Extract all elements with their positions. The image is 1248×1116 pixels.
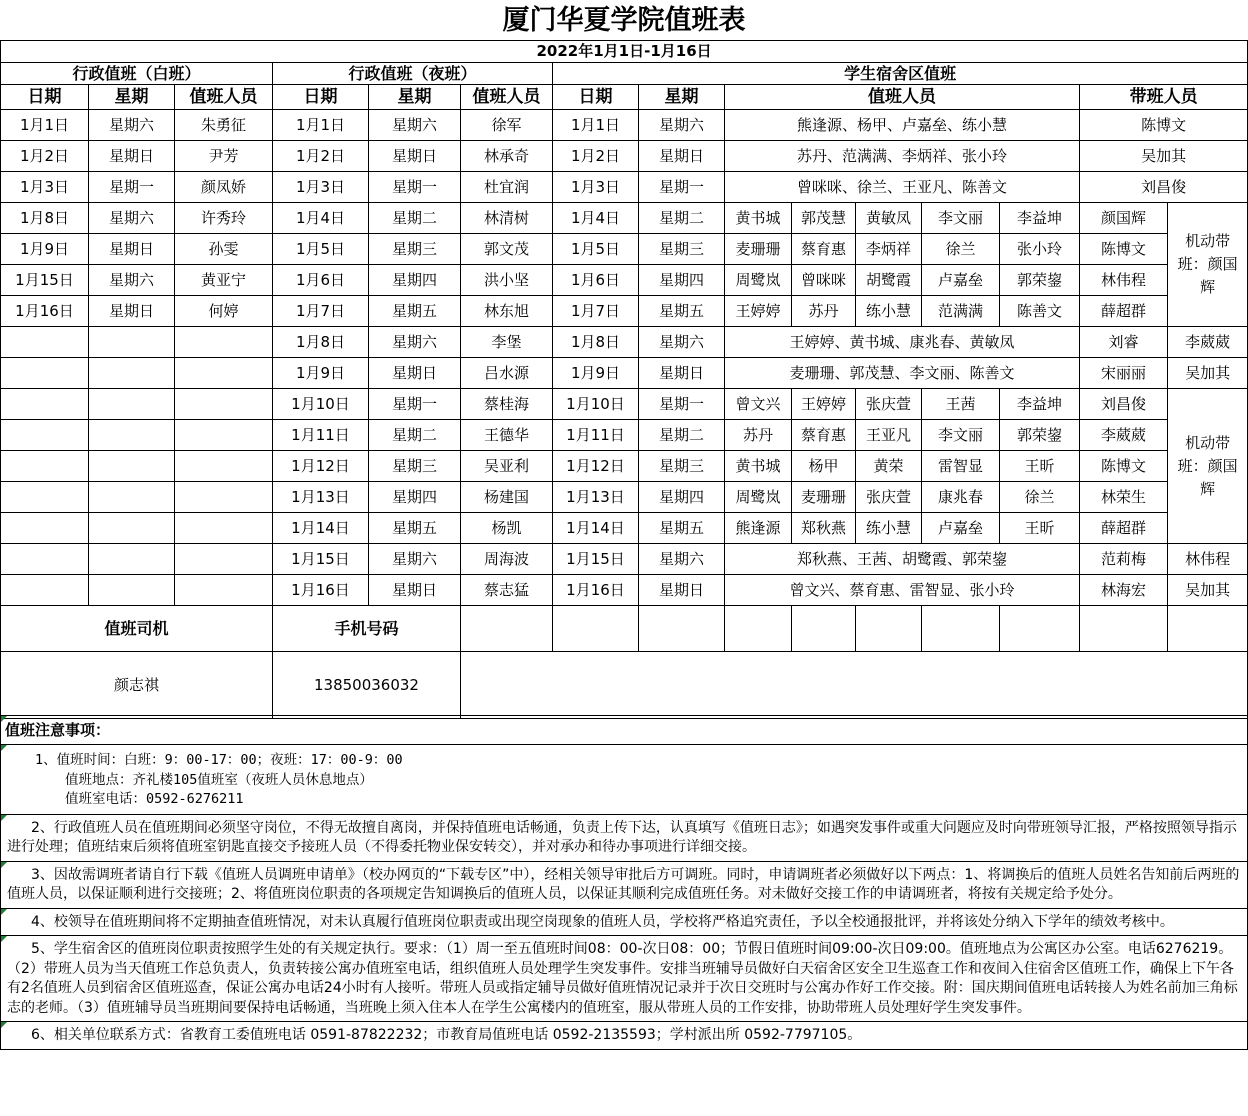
table-row <box>1 296 1248 327</box>
col-header-leader: 带班人员 <box>1080 85 1248 110</box>
dorm-staff-cell: 陈善文 <box>1000 296 1080 327</box>
night-date-cell: 1月2日 <box>273 141 369 172</box>
empty-cell <box>725 606 792 652</box>
night-date-cell: 1月16日 <box>273 575 369 606</box>
dorm-week-cell: 星期一 <box>639 389 725 420</box>
note-4: 4、校领导在值班期间将不定期抽查值班情况，对未认真履行值班岗位职责或出现空岗现象的值班人员，学校将严格追究责任，予以全校通报批评，并将该处分纳入下学年的绩效考核中。 <box>0 909 1248 937</box>
dorm-leader-cell: 陈博文 <box>1080 110 1248 141</box>
dorm-leader-cell: 林伟程 <box>1080 265 1168 296</box>
day-staff-cell: 颜凤娇 <box>175 172 273 203</box>
dorm-staff-cell: 张庆萱 <box>856 482 922 513</box>
dorm-week-cell: 星期六 <box>639 544 725 575</box>
dorm-staff-cell: 李益坤 <box>1000 389 1080 420</box>
dorm-date-cell: 1月11日 <box>553 420 639 451</box>
dorm-staff-cell: 胡鹭霞 <box>856 265 922 296</box>
dorm-date-cell: 1月4日 <box>553 203 639 234</box>
empty-cell <box>639 606 725 652</box>
day-date-cell: 1月1日 <box>1 110 89 141</box>
dorm-staff-cell: 熊逢源、杨甲、卢嘉垒、练小慧 <box>725 110 1080 141</box>
duty-table <box>0 40 1248 719</box>
dorm-staff-cell: 郑秋燕、王茜、胡鹭霞、郭荣鋆 <box>725 544 1080 575</box>
table-row <box>1 141 1248 172</box>
night-staff-cell: 吴亚利 <box>461 451 553 482</box>
dorm-date-cell: 1月5日 <box>553 234 639 265</box>
night-staff-cell: 杜宜润 <box>461 172 553 203</box>
col-header-week: 星期 <box>639 85 725 110</box>
col-header-staff: 值班人员 <box>725 85 1080 110</box>
dorm-staff-cell: 黄荣 <box>856 451 922 482</box>
table-row <box>1 203 1248 234</box>
day-week-cell: 星期六 <box>89 110 175 141</box>
dorm-week-cell: 星期二 <box>639 203 725 234</box>
night-date-cell: 1月11日 <box>273 420 369 451</box>
dorm-staff-cell: 杨甲 <box>792 451 856 482</box>
night-staff-cell: 林承奇 <box>461 141 553 172</box>
table-row <box>1 327 1248 358</box>
night-week-cell: 星期六 <box>369 544 461 575</box>
dorm-week-cell: 星期二 <box>639 420 725 451</box>
dorm-staff-cell: 李文丽 <box>922 203 1000 234</box>
empty-cell <box>89 389 175 420</box>
driver-label: 值班司机 <box>1 606 273 652</box>
driver-name: 颜志祺 <box>1 652 273 719</box>
dorm-leader-cell: 颜国辉 <box>1080 203 1168 234</box>
table-row <box>1 420 1248 451</box>
col-header-staff: 值班人员 <box>175 85 273 110</box>
night-staff-cell: 洪小坚 <box>461 265 553 296</box>
dorm-leader-cell: 林荣生 <box>1080 482 1168 513</box>
dorm-staff-cell: 张庆萱 <box>856 389 922 420</box>
night-week-cell: 星期四 <box>369 265 461 296</box>
empty-cell <box>89 482 175 513</box>
night-staff-cell: 林东旭 <box>461 296 553 327</box>
dorm-staff-cell: 练小慧 <box>856 296 922 327</box>
col-header-date: 日期 <box>273 85 369 110</box>
section-admin-day: 行政值班（白班） <box>1 63 273 85</box>
dorm-staff-cell: 麦珊珊 <box>725 234 792 265</box>
dorm-leader-cell: 刘睿 <box>1080 327 1168 358</box>
dorm-date-cell: 1月2日 <box>553 141 639 172</box>
dorm-date-cell: 1月3日 <box>553 172 639 203</box>
dorm-staff-cell: 王婷婷 <box>792 389 856 420</box>
dorm-staff-cell: 熊逢源 <box>725 513 792 544</box>
table-row <box>1 172 1248 203</box>
notes-title: 值班注意事项： <box>0 715 1248 745</box>
driver-value-row <box>1 652 1248 719</box>
dorm-staff-cell: 周鹭岚 <box>725 265 792 296</box>
dorm-date-cell: 1月14日 <box>553 513 639 544</box>
empty-cell <box>1 389 89 420</box>
dorm-staff-cell: 苏丹、范满满、李炳祥、张小玲 <box>725 141 1080 172</box>
dorm-leader-cell: 范莉梅 <box>1080 544 1168 575</box>
table-row <box>1 234 1248 265</box>
day-date-cell: 1月2日 <box>1 141 89 172</box>
dorm-week-cell: 星期四 <box>639 265 725 296</box>
dorm-staff-cell: 王昕 <box>1000 451 1080 482</box>
day-staff-cell: 尹芳 <box>175 141 273 172</box>
empty-cell <box>553 606 639 652</box>
night-date-cell: 1月8日 <box>273 327 369 358</box>
dorm-week-cell: 星期日 <box>639 358 725 389</box>
night-week-cell: 星期一 <box>369 172 461 203</box>
day-week-cell: 星期六 <box>89 265 175 296</box>
night-date-cell: 1月13日 <box>273 482 369 513</box>
driver-header-row <box>1 606 1248 652</box>
night-staff-cell: 蔡志猛 <box>461 575 553 606</box>
dorm-date-cell: 1月15日 <box>553 544 639 575</box>
night-date-cell: 1月3日 <box>273 172 369 203</box>
dorm-staff-cell: 曾文兴 <box>725 389 792 420</box>
night-staff-cell: 吕水源 <box>461 358 553 389</box>
day-date-cell: 1月16日 <box>1 296 89 327</box>
dorm-staff-cell: 郭荣鋆 <box>1000 265 1080 296</box>
night-staff-cell: 李堡 <box>461 327 553 358</box>
empty-cell <box>175 327 273 358</box>
dorm-staff-cell: 黄敏凤 <box>856 203 922 234</box>
dorm-staff-cell: 苏丹 <box>725 420 792 451</box>
dorm-week-cell: 星期三 <box>639 234 725 265</box>
night-week-cell: 星期六 <box>369 327 461 358</box>
dorm-leader-cell: 林海宏 <box>1080 575 1168 606</box>
dorm-staff-cell: 苏丹 <box>792 296 856 327</box>
dorm-staff-cell: 练小慧 <box>856 513 922 544</box>
dorm-leader-cell: 薛超群 <box>1080 296 1168 327</box>
note-5: 5、学生宿舍区的值班岗位职责按照学生处的有关规定执行。要求：（1）周一至五值班时间08：00-次日08：00；节假日值班时间09:00-次日09:00。值班地点为公寓区办公室。电话6276219。（2）带班人员为当天值班工作总负责人，负责转接公寓办值班室电话，组织值班人员处理学生突发事件。安排当班辅导员做好白天宿舍区安全卫生巡查工作和夜间入住宿舍区值班工作，确保上下午各有2名值班人员到宿舍区值班巡查，保证公寓办电话24小时有人接听。带班人员或指定辅导员做好值班情况记录并于次日交班时与公寓办作好工作交接。附：国庆期间值班电话转接人为姓名前加三角标志的老师。（3）值班辅导员当班期间要保持电话畅通，当班晚上须入住本人在学生公寓楼内的值班室，服从带班人员的工作安排，协助带班人员处理好学生突发事件。 <box>0 936 1248 1022</box>
night-date-cell: 1月9日 <box>273 358 369 389</box>
empty-cell <box>1 420 89 451</box>
night-staff-cell: 王德华 <box>461 420 553 451</box>
dorm-week-cell: 星期日 <box>639 141 725 172</box>
empty-cell <box>89 451 175 482</box>
empty-cell <box>1 358 89 389</box>
night-date-cell: 1月15日 <box>273 544 369 575</box>
night-date-cell: 1月5日 <box>273 234 369 265</box>
day-staff-cell: 孙雯 <box>175 234 273 265</box>
note-1 <box>0 745 1248 815</box>
night-week-cell: 星期三 <box>369 451 461 482</box>
dorm-week-cell: 星期五 <box>639 513 725 544</box>
table-row <box>1 575 1248 606</box>
dorm-date-cell: 1月6日 <box>553 265 639 296</box>
table-row <box>1 544 1248 575</box>
empty-cell <box>175 389 273 420</box>
dorm-staff-cell: 卢嘉垒 <box>922 513 1000 544</box>
day-week-cell: 星期一 <box>89 172 175 203</box>
note-2: 2、行政值班人员在值班期间必须坚守岗位，不得无故擅自离岗，并保持值班电话畅通，负责上传下达，认真填写《值班日志》；如遇突发事件或重大问题应及时向带班领导汇报，严格按照领导指示进行处理；值班结束后须将值班室钥匙直接交予接班人员（不得委托物业保安转交），并对承办和待办事项进行详细交接。 <box>0 815 1248 862</box>
dorm-staff-cell: 郑秋燕 <box>792 513 856 544</box>
night-staff-cell: 徐军 <box>461 110 553 141</box>
dorm-leader-cell: 陈博文 <box>1080 234 1168 265</box>
empty-cell <box>922 606 1000 652</box>
day-staff-cell: 朱勇征 <box>175 110 273 141</box>
night-date-cell: 1月7日 <box>273 296 369 327</box>
col-header-week: 星期 <box>89 85 175 110</box>
night-week-cell: 星期日 <box>369 575 461 606</box>
empty-cell <box>89 513 175 544</box>
dorm-date-cell: 1月10日 <box>553 389 639 420</box>
empty-cell <box>175 420 273 451</box>
note-1-location: 值班地点：齐礼楼105值班室（夜班人员休息地点） <box>65 771 373 788</box>
dorm-staff-cell: 麦珊珊 <box>792 482 856 513</box>
night-week-cell: 星期五 <box>369 513 461 544</box>
dorm-date-cell: 1月12日 <box>553 451 639 482</box>
day-date-cell: 1月15日 <box>1 265 89 296</box>
empty-cell <box>1 544 89 575</box>
night-week-cell: 星期四 <box>369 482 461 513</box>
phone-label: 手机号码 <box>273 606 461 652</box>
night-staff-cell: 郭文茂 <box>461 234 553 265</box>
dorm-leader-cell: 林伟程 <box>1168 544 1248 575</box>
dorm-date-cell: 1月1日 <box>553 110 639 141</box>
col-header-week: 星期 <box>369 85 461 110</box>
night-week-cell: 星期二 <box>369 420 461 451</box>
dorm-date-cell: 1月9日 <box>553 358 639 389</box>
mobile-leader-cell: 机动带班：颜国辉 <box>1168 203 1248 327</box>
empty-cell <box>856 606 922 652</box>
day-week-cell: 星期日 <box>89 234 175 265</box>
dorm-staff-cell: 王茜 <box>922 389 1000 420</box>
dorm-leader-cell: 吴加其 <box>1168 575 1248 606</box>
night-week-cell: 星期三 <box>369 234 461 265</box>
dorm-leader-cell: 李葳葳 <box>1168 327 1248 358</box>
table-row <box>1 358 1248 389</box>
day-date-cell: 1月9日 <box>1 234 89 265</box>
empty-cell <box>1000 606 1080 652</box>
day-staff-cell: 黄亚宁 <box>175 265 273 296</box>
empty-cell <box>175 358 273 389</box>
dorm-staff-cell: 王亚凡 <box>856 420 922 451</box>
dorm-staff-cell: 李炳祥 <box>856 234 922 265</box>
night-staff-cell: 周海波 <box>461 544 553 575</box>
dorm-week-cell: 星期六 <box>639 327 725 358</box>
table-row <box>1 265 1248 296</box>
page-title: 厦门华夏学院值班表 <box>502 5 746 36</box>
dorm-staff-cell: 曾咪咪、徐兰、王亚凡、陈善文 <box>725 172 1080 203</box>
dorm-staff-cell: 曾文兴、蔡育惠、雷智显、张小玲 <box>725 575 1080 606</box>
dorm-week-cell: 星期日 <box>639 575 725 606</box>
driver-phone: 13850036032 <box>273 652 461 719</box>
night-week-cell: 星期一 <box>369 389 461 420</box>
empty-cell <box>1168 606 1248 652</box>
empty-cell <box>1 451 89 482</box>
empty-cell <box>792 606 856 652</box>
dorm-staff-cell: 李益坤 <box>1000 203 1080 234</box>
dorm-staff-cell: 曾咪咪 <box>792 265 856 296</box>
dorm-staff-cell: 黄书城 <box>725 451 792 482</box>
note-1-phone: 值班室电话：0592-6276211 <box>65 791 244 807</box>
dorm-leader-cell: 吴加其 <box>1080 141 1248 172</box>
empty-cell <box>1 513 89 544</box>
empty-cell <box>1 482 89 513</box>
night-staff-cell: 杨建国 <box>461 482 553 513</box>
date-range: 2022年1月1日-1月16日 <box>1 41 1248 63</box>
empty-cell <box>1 575 89 606</box>
night-week-cell: 星期日 <box>369 141 461 172</box>
dorm-leader-cell: 陈博文 <box>1080 451 1168 482</box>
night-date-cell: 1月6日 <box>273 265 369 296</box>
section-dorm: 学生宿舍区值班 <box>553 63 1248 85</box>
night-staff-cell: 蔡桂海 <box>461 389 553 420</box>
table-row <box>1 110 1248 141</box>
day-date-cell: 1月8日 <box>1 203 89 234</box>
night-week-cell: 星期日 <box>369 358 461 389</box>
dorm-staff-cell: 雷智显 <box>922 451 1000 482</box>
dorm-leader-cell: 刘昌俊 <box>1080 172 1248 203</box>
dorm-date-cell: 1月13日 <box>553 482 639 513</box>
empty-cell <box>89 420 175 451</box>
night-date-cell: 1月10日 <box>273 389 369 420</box>
dorm-date-cell: 1月8日 <box>553 327 639 358</box>
table-row <box>1 513 1248 544</box>
section-admin-night: 行政值班（夜班） <box>273 63 553 85</box>
empty-cell <box>175 513 273 544</box>
night-date-cell: 1月14日 <box>273 513 369 544</box>
table-row <box>1 451 1248 482</box>
dorm-staff-cell: 郭茂慧 <box>792 203 856 234</box>
empty-cell <box>461 652 1248 719</box>
day-week-cell: 星期日 <box>89 141 175 172</box>
night-staff-cell: 杨凯 <box>461 513 553 544</box>
mobile-leader-cell: 机动带班：颜国辉 <box>1168 389 1248 544</box>
night-week-cell: 星期六 <box>369 110 461 141</box>
dorm-leader-cell: 李葳葳 <box>1080 420 1168 451</box>
dorm-leader-cell: 宋丽丽 <box>1080 358 1168 389</box>
dorm-staff-cell: 范满满 <box>922 296 1000 327</box>
col-header-date: 日期 <box>1 85 89 110</box>
empty-cell <box>1 327 89 358</box>
dorm-staff-cell: 王婷婷 <box>725 296 792 327</box>
empty-cell <box>461 606 553 652</box>
dorm-staff-cell: 徐兰 <box>1000 482 1080 513</box>
day-week-cell: 星期日 <box>89 296 175 327</box>
dorm-staff-cell: 王昕 <box>1000 513 1080 544</box>
dorm-date-cell: 1月7日 <box>553 296 639 327</box>
notes-section <box>0 715 1248 1050</box>
note-6: 6、相关单位联系方式：省教育工委值班电话 0591-87822232；市教育局值班电话 0592-2135593；学村派出所 0592-7797105。 <box>0 1022 1248 1050</box>
day-date-cell: 1月3日 <box>1 172 89 203</box>
empty-cell <box>1080 606 1168 652</box>
day-staff-cell: 何婷 <box>175 296 273 327</box>
day-week-cell: 星期六 <box>89 203 175 234</box>
empty-cell <box>89 544 175 575</box>
dorm-week-cell: 星期四 <box>639 482 725 513</box>
dorm-leader-cell: 吴加其 <box>1168 358 1248 389</box>
night-staff-cell: 林清树 <box>461 203 553 234</box>
empty-cell <box>175 544 273 575</box>
dorm-staff-cell: 蔡育惠 <box>792 420 856 451</box>
dorm-staff-cell: 王婷婷、黄书城、康兆春、黄敏凤 <box>725 327 1080 358</box>
night-date-cell: 1月4日 <box>273 203 369 234</box>
night-date-cell: 1月12日 <box>273 451 369 482</box>
day-staff-cell: 许秀玲 <box>175 203 273 234</box>
dorm-leader-cell: 薛超群 <box>1080 513 1168 544</box>
dorm-staff-cell: 徐兰 <box>922 234 1000 265</box>
dorm-staff-cell: 卢嘉垒 <box>922 265 1000 296</box>
dorm-week-cell: 星期三 <box>639 451 725 482</box>
dorm-week-cell: 星期六 <box>639 110 725 141</box>
col-header-staff: 值班人员 <box>461 85 553 110</box>
empty-cell <box>89 358 175 389</box>
note-1-time: 1、值班时间：白班：9：00-17：00；夜班：17：00-9：00 <box>35 752 403 768</box>
empty-cell <box>175 482 273 513</box>
dorm-staff-cell: 黄书城 <box>725 203 792 234</box>
empty-cell <box>89 575 175 606</box>
night-week-cell: 星期二 <box>369 203 461 234</box>
dorm-week-cell: 星期五 <box>639 296 725 327</box>
dorm-staff-cell: 李文丽 <box>922 420 1000 451</box>
night-date-cell: 1月1日 <box>273 110 369 141</box>
table-row <box>1 482 1248 513</box>
empty-cell <box>175 575 273 606</box>
dorm-leader-cell: 刘昌俊 <box>1080 389 1168 420</box>
dorm-staff-cell: 周鹭岚 <box>725 482 792 513</box>
dorm-week-cell: 星期一 <box>639 172 725 203</box>
dorm-staff-cell: 郭荣鋆 <box>1000 420 1080 451</box>
dorm-staff-cell: 蔡育惠 <box>792 234 856 265</box>
night-week-cell: 星期五 <box>369 296 461 327</box>
dorm-staff-cell: 康兆春 <box>922 482 1000 513</box>
dorm-date-cell: 1月16日 <box>553 575 639 606</box>
dorm-staff-cell: 张小玲 <box>1000 234 1080 265</box>
dorm-staff-cell: 麦珊珊、郭茂慧、李文丽、陈善文 <box>725 358 1080 389</box>
col-header-date: 日期 <box>553 85 639 110</box>
empty-cell <box>89 327 175 358</box>
note-3: 3、因故需调班者请自行下载《值班人员调班申请单》（校办网页的“下载专区”中），经相关领导审批后方可调班。同时，申请调班者必须做好以下两点：1、将调换后的值班人员姓名告知前后两班的值班人员，以保证顺利进行交接班；2、将值班岗位职责的各项规定告知调换后的值班人员，以保证其顺利完成值班任务。对未做好交接工作的申请调班者，将按有关规定给予处分。 <box>0 862 1248 909</box>
empty-cell <box>175 451 273 482</box>
table-row <box>1 389 1248 420</box>
